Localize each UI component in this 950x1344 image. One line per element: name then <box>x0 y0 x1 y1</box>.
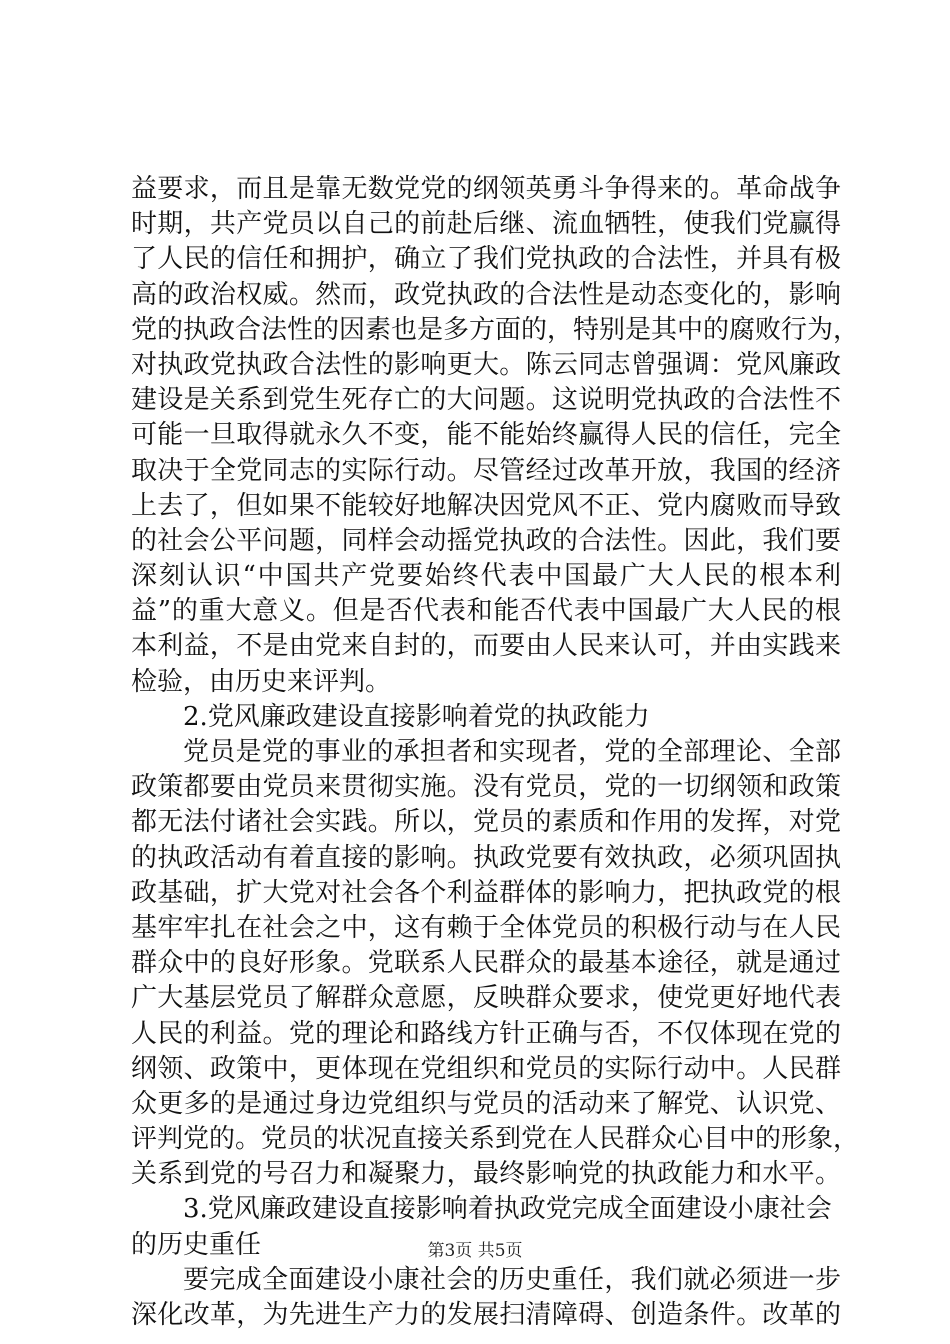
text-line: 众更多的是通过身边党组织与党员的活动来了解党、认识党、 <box>131 1088 841 1119</box>
text-line: 群众中的良好形象。党联系人民群众的最基本途径，就是通过 <box>131 948 841 979</box>
text-line: 人民的利益。党的理论和路线方针正确与否，不仅体现在党的 <box>131 1018 841 1049</box>
text-line: 益要求，而且是靠无数党党的纲领英勇斗争得来的。革命战争 <box>131 174 841 204</box>
section-heading-continued: 的历史重任 <box>131 1229 262 1260</box>
text-line: 检验，由历史来评判。 <box>131 666 392 697</box>
section-heading: 2.党风廉政建设直接影响着党的执政能力 <box>183 701 650 732</box>
text-line: 了人民的信任和拥护，确立了我们党执政的合法性，并具有极 <box>131 244 841 275</box>
text-line: 建设是关系到党生死存亡的大问题。这说明党执政的合法性不 <box>131 385 841 416</box>
text-line: 对执政党执政合法性的影响更大。陈云同志曾强调：党风廉政 <box>131 349 841 380</box>
text-line: 取决于全党同志的实际行动。尽管经过改革开放，我国的经济 <box>131 455 841 486</box>
text-line: 深刻认识“中国共产党要始终代表中国最广大人民的根本利 <box>131 561 841 592</box>
text-line: 评判党的。党员的状况直接关系到党在人民群众心目中的形象， <box>131 1124 860 1155</box>
text-line: 政策都要由党员来贯彻实施。没有党员，党的一切纲领和政策 <box>131 772 841 803</box>
text-line: 益”的重大意义。但是否代表和能否代表中国最广大人民的根 <box>131 596 841 627</box>
text-line: 的执政活动有着直接的影响。执政党要有效执政，必须巩固执 <box>131 842 841 873</box>
text-line: 纲领、政策中，更体现在党组织和党员的实际行动中。人民群 <box>131 1053 841 1084</box>
text-line: 关系到党的号召力和凝聚力，最终影响党的执政能力和水平。 <box>131 1159 841 1190</box>
page-footer: 第3页 共5页 <box>427 1241 523 1261</box>
paragraph-first-line: 党员是党的事业的承担者和实现者，党的全部理论、全部 <box>183 737 841 767</box>
text-line: 党的执政合法性的因素也是多方面的，特别是其中的腐败行为， <box>131 314 860 345</box>
text-line: 的社会公平问题，同样会动摇党执政的合法性。因此，我们要 <box>131 525 841 556</box>
text-line: 深化改革，为先进生产力的发展扫清障碍、创造条件。改革的 <box>131 1300 841 1330</box>
text-line: 都无法付诸社会实践。所以，党员的素质和作用的发挥，对党 <box>131 807 841 838</box>
section-heading: 3.党风廉政建设直接影响着执政党完成全面建设小康社会 <box>183 1194 832 1225</box>
text-line: 本利益，不是由党来自封的，而要由人民来认可，并由实践来 <box>131 631 841 662</box>
text-line: 时期，共产党员以自己的前赴后继、流血牺牲，使我们党赢得 <box>131 209 841 240</box>
text-line: 高的政治权威。然而，政党执政的合法性是动态变化的，影响 <box>131 279 841 310</box>
text-line: 上去了，但如果不能较好地解决因党风不正、党内腐败而导致 <box>131 490 841 521</box>
text-line: 政基础，扩大党对社会各个利益群体的影响力，把执政党的根 <box>131 877 841 908</box>
text-line: 基牢牢扎在社会之中，这有赖于全体党员的积极行动与在人民 <box>131 912 841 943</box>
text-line: 广大基层党员了解群众意愿，反映群众要求，使党更好地代表 <box>131 983 841 1014</box>
text-line: 可能一旦取得就永久不变，能不能始终赢得人民的信任，完全 <box>131 420 841 451</box>
paragraph-first-line: 要完成全面建设小康社会的历史重任，我们就必须进一步 <box>183 1264 841 1295</box>
document-body <box>131 172 860 1333</box>
